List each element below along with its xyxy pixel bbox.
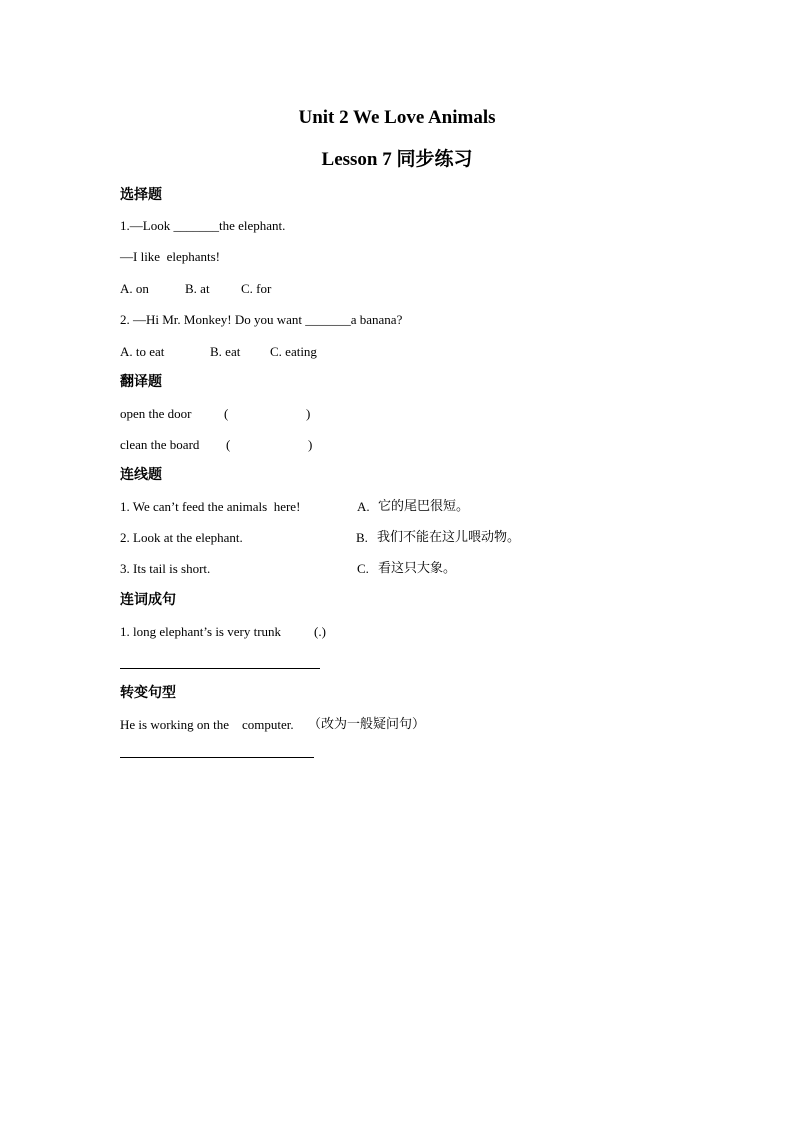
section-heading-choice: 选择题 <box>120 187 162 203</box>
matching-right-a-text: 它的尾巴很短。 <box>378 499 470 514</box>
question-1-option-c: C. for <box>241 281 272 296</box>
translate-item-2-close-paren: ) <box>308 437 313 452</box>
matching-right-b-text: 我们不能在这儿喂动物。 <box>377 530 521 545</box>
reorder-question-1: 1. long elephant’s is very trunk <box>120 624 282 639</box>
transform-instruction: （改为一般疑问句） <box>308 717 426 732</box>
question-1-after: the elephant. <box>218 218 286 233</box>
matching-right-a-letter: A. <box>357 499 370 514</box>
question-2-option-b: B. eat <box>210 344 241 359</box>
matching-right-c-letter: C. <box>357 561 369 576</box>
translate-item-1: open the door <box>120 406 192 421</box>
translate-item-1-close-paren: ) <box>306 406 311 421</box>
question-1-option-a: A. on <box>120 281 149 296</box>
matching-left-3: 3. Its tail is short. <box>120 561 211 576</box>
question-2-option-a: A. to eat <box>120 344 165 359</box>
document-title: Unit 2 We Love Animals <box>298 107 496 128</box>
question-2-blank: _______ <box>305 312 351 327</box>
question-2-after: a banana? <box>350 312 403 327</box>
question-1-before: 1.—Look <box>120 218 174 233</box>
section-heading-reorder: 连词成句 <box>120 592 176 608</box>
transform-answer-line <box>120 757 314 758</box>
question-1-option-b: B. at <box>185 281 210 296</box>
matching-right-b-letter: B. <box>356 530 368 545</box>
section-heading-transform: 转变句型 <box>120 685 176 701</box>
question-2-before: 2. —Hi Mr. Monkey! Do you want <box>120 312 306 327</box>
translate-item-2: clean the board <box>120 437 200 452</box>
section-heading-matching: 连线题 <box>120 467 162 483</box>
question-2-option-c: C. eating <box>270 344 317 359</box>
question-1 <box>120 219 285 232</box>
section-heading-translate: 翻译题 <box>120 374 162 390</box>
transform-sentence: He is working on the computer. <box>120 717 294 732</box>
matching-left-2: 2. Look at the elephant. <box>120 530 243 545</box>
matching-right-c-text: 看这只大象。 <box>378 561 457 576</box>
matching-left-1: 1. We can’t feed the animals here! <box>120 499 301 514</box>
question-2 <box>120 313 402 326</box>
reorder-question-1-punct: (.) <box>314 624 326 639</box>
question-1-response: —I like elephants! <box>120 249 220 264</box>
translate-item-1-open-paren: ( <box>224 406 229 421</box>
reorder-answer-line <box>120 668 320 669</box>
document-subtitle: Lesson 7 同步练习 <box>321 149 473 170</box>
translate-item-2-open-paren: ( <box>226 437 231 452</box>
question-1-blank: _______ <box>173 218 219 233</box>
